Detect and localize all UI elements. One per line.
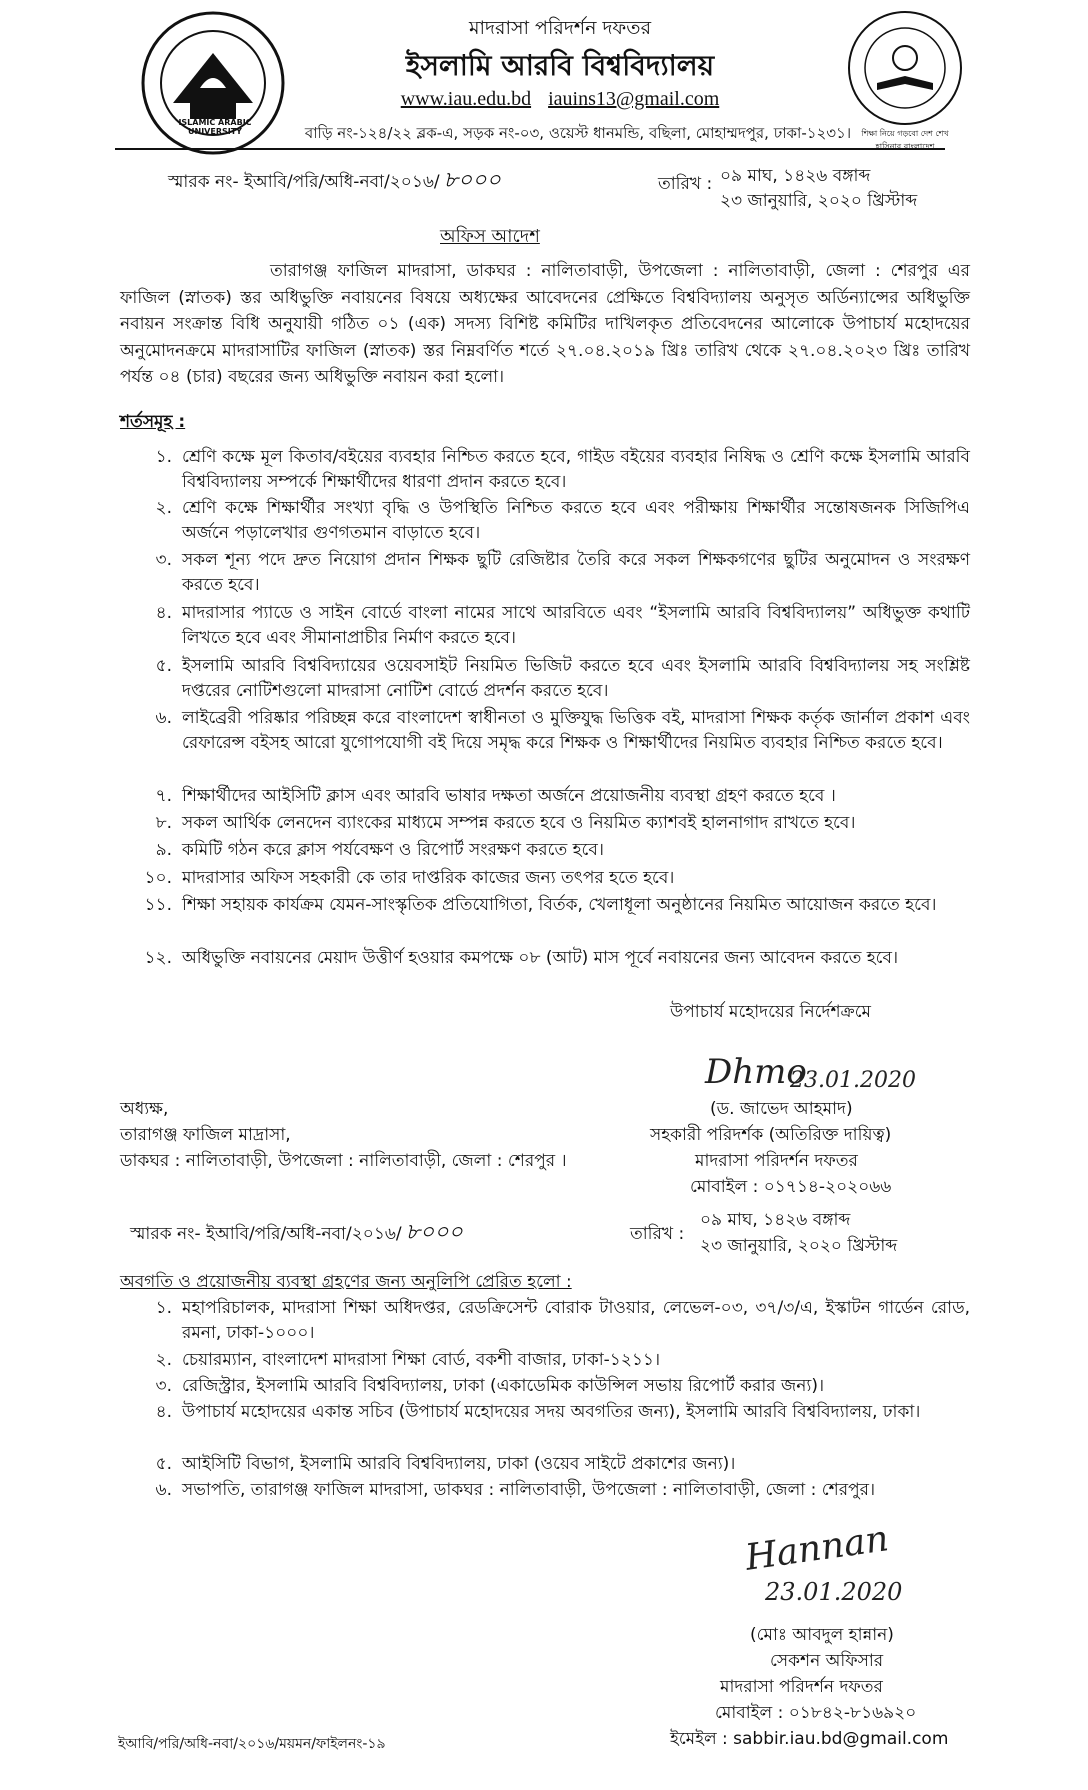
condition-num: ২. (155, 498, 172, 518)
condition-item (120, 946, 970, 971)
condition-item (120, 838, 970, 863)
footer-file-number: ইআবি/পরি/অধি-নবা/২০১৬/ময়মন/ফাইলনং-১৯ (118, 1736, 386, 1752)
condition-num: ৫. (155, 656, 172, 676)
memo-ref-number: ৮০০০ (443, 168, 501, 193)
copy-text: সভাপতি, তারাগঞ্জ ফাজিল মাদরাসা, ডাকঘর : নালিতাবাড়ী, উপজেলা : নালিতাবাড়ী, জেলা : শেরপুর। (182, 1480, 876, 1500)
copy-num: ৪. (155, 1402, 172, 1422)
condition-num: ৩. (155, 550, 172, 570)
signature-2-date: 23.01.2020 (765, 1578, 903, 1606)
condition-item (120, 548, 970, 598)
copy-num: ৫. (155, 1454, 172, 1474)
condition-item (120, 811, 970, 836)
copy-num: ৩. (155, 1376, 172, 1396)
condition-text: শিক্ষার্থীদের আইসিটি ক্লাস এবং আরবি ভাষার দক্ষতা অর্জনে প্রয়োজনীয় ব্যবস্থা গ্রহণ করতে হবে । (182, 786, 836, 806)
website-link[interactable]: www.iau.edu.bd (400, 88, 532, 110)
memo-date-english-copy: ২৩ জানুয়ারি, ২০২০ খ্রিস্টাব্দ (700, 1236, 898, 1256)
condition-item (120, 601, 970, 651)
signer2-email: ইমেইল : sabbir.iau.bd@gmail.com (670, 1729, 949, 1749)
memo-ref (168, 168, 501, 195)
signer1-name: (ড. জাভেদ আহমাদ) (710, 1099, 853, 1119)
copy-item (120, 1400, 970, 1425)
condition-item (120, 893, 970, 918)
condition-text: সকল আর্থিক লেনদেন ব্যাংকের মাধ্যমে সম্পন্ন করতে হবে ও নিয়মিত ক্যাশবই হালনাগাদ রাখতে হবে। (182, 813, 856, 833)
signer2-office: মাদরাসা পরিদর্শন দফতর (720, 1677, 883, 1697)
condition-num: ৮. (155, 813, 172, 833)
condition-num: ১. (155, 447, 172, 467)
condition-text: ইসলামি আরবি বিশ্ববিদ্যায়ের ওয়েবসাইট নিয়মিত ভিজিট করতে হবে এবং ইসলামি আরবি বিশ্ববিদ্যালয় সহ সংশ্লিষ্ট দপ্তরের নোটিশগুলো মাদরাসা নোটিশ বোর্ডে প্রদর্শন করতে হবে। (182, 656, 970, 701)
signer1-mobile: মোবাইল : ০১৭১৪-২০২০৬৬ (690, 1177, 892, 1197)
condition-text: অধিভুক্তি নবায়নের মেয়াদ উত্তীর্ণ হওয়ার কমপক্ষে ০৮ (আট) মাস পূর্বে নবায়নের জন্য আবেদন করতে হবে। (182, 948, 899, 968)
copy-text: আইসিটি বিভাগ, ইসলামি আরবি বিশ্ববিদ্যালয়, ঢাকা (ওয়েব সাইটে প্রকাশের জন্য)। (182, 1454, 736, 1474)
condition-num: ৬. (155, 708, 172, 728)
recipient-line3: ডাকঘর : নালিতাবাড়ী, উপজেলা : নালিতাবাড়ী, জেলা : শেরপুর । (120, 1151, 567, 1171)
copy-text: মহাপরিচালক, মাদরাসা শিক্ষা অধিদপ্তর, রেডক্রিসেন্ট বোরাক টাওয়ার, লেভেল-০৩, ৩৭/৩/এ, ইস্কাটন গার্ডেন রোড, রমনা, ঢাকা-১০০০। (182, 1298, 970, 1343)
memo-date-bangla: ০৯ মাঘ, ১৪২৬ বঙ্গাব্দ (720, 166, 871, 186)
header-contact (300, 88, 820, 111)
copy-text: চেয়ারম্যান, বাংলাদেশ মাদরাসা শিক্ষা বোর্ড, বকশী বাজার, ঢাকা-১২১১। (182, 1350, 661, 1370)
condition-item (120, 866, 970, 891)
directive-text: উপাচার্য মহোদয়ের নির্দেশক্রমে (670, 1002, 871, 1022)
condition-item (120, 496, 970, 546)
left-logo-text: ISLAMIC ARABIC UNIVERSITY (178, 118, 252, 136)
header-address: বাড়ি নং-১২৪/২২ ব্লক-এ, সড়ক নং-০৩, ওয়েস্ট ধানমন্ডি, বছিলা, মোহাম্মদপুর, ঢাকা-১২৩১। (304, 124, 852, 142)
condition-text: শ্রেণি কক্ষে মূল কিতাব/বইয়ের ব্যবহার নিশ্চিত করতে হবে, গাইড বইয়ের ব্যবহার নিষিদ্ধ ও শ্রেণি কক্ষে ইসলামি আরবি বিশ্ববিদ্যালয় সম্পর্কে শিক্ষার্থীদের ধারণা প্রদান করতে হবে। (182, 447, 970, 492)
conditions-heading: শর্তসমূহ : (120, 412, 186, 432)
signer1-designation: সহকারী পরিদর্শক (অতিরিক্ত দায়িত্ব) (650, 1125, 892, 1145)
memo-ref-number-copy: ৮০০০ (405, 1220, 463, 1245)
condition-num: ৪. (155, 603, 172, 623)
condition-num: ৯. (155, 840, 172, 860)
right-logo-text: শিক্ষা নিয়ে গড়বো দেশ শেখ হাসিনার বাংলাদেশ (861, 129, 949, 151)
condition-num: ১১. (144, 895, 172, 915)
memo-ref-label: স্মারক নং- ইআবি/পরি/অধি-নবা/২০১৬/ (168, 172, 440, 192)
copy-text: উপাচার্য মহোদয়ের একান্ত সচিব (উপাচার্য মহোদয়ের সদয় অবগতির জন্য), ইসলামি আরবি বিশ্ববিদ্যালয়, ঢাকা। (182, 1402, 921, 1422)
header-university: ইসলামি আরবি বিশ্ববিদ্যালয় (405, 49, 715, 82)
copy-item (120, 1296, 970, 1346)
copy-num: ১. (155, 1298, 172, 1318)
condition-item (120, 445, 970, 495)
signature-1: Dhmo (705, 1052, 807, 1092)
copy-text: রেজিস্ট্রার, ইসলামি আরবি বিশ্ববিদ্যালয়, ঢাকা (একাডেমিক কাউন্সিল সভায় রিপোর্ট করার জন্য)। (182, 1376, 825, 1396)
copy-num: ২. (155, 1350, 172, 1370)
copy-num: ৬. (155, 1480, 172, 1500)
memo-ref-label-copy: স্মারক নং- ইআবি/পরি/অধি-নবা/২০১৬/ (130, 1224, 402, 1244)
condition-text: লাইব্রেরী পরিষ্কার পরিচ্ছন্ন করে বাংলাদেশ স্বাধীনতা ও মুক্তিযুদ্ধ ভিত্তিক বই, মাদরাসা শিক্ষক কর্তৃক জার্নাল প্রকাশ এবং রেফারেন্স বইসহ আরো যুগোপযোগী বই দিয়ে সমৃদ্ধ করে শিক্ষক ও শিক্ষার্থীদের নিয়মিত ব্যবহার নিশ্চিত করতে হবে। (182, 708, 970, 753)
signature-1-date: 23.01.2020 (790, 1068, 916, 1093)
recipient-line2: তারাগঞ্জ ফাজিল মাদ্রাসা, (120, 1125, 291, 1145)
condition-text: মাদরাসার অফিস সহকারী কে তার দাপ্তরিক কাজের জন্য তৎপর হতে হবে। (182, 868, 675, 888)
memo-date-english: ২৩ জানুয়ারি, ২০২০ খ্রিস্টাব্দ (720, 191, 918, 211)
body-paragraph: তারাগঞ্জ ফাজিল মাদরাসা, ডাকঘর : নালিতাবাড়ী, উপজেলা : নালিতাবাড়ী, জেলা : শেরপুর এর ফাজিল (স্নাতক) স্তর অধিভুক্তি নবায়নের বিষয়ে অধ্যক্ষের আবেদনের প্রেক্ষিতে বিশ্ববিদ্যালয় অনুসৃত অর্ডিন্যান্সের অধিভুক্তি নবায়ন সংক্রান্ত বিধি অনুযায়ী গঠিত ০১ (এক) সদস্য বিশিষ্ট কমিটির দাখিলকৃত প্রতিবেদনের আলোকে উপাচার্য মহোদয়ের অনুমোদনক্রমে মাদরাসাটির ফাজিল (স্নাতক) স্তর নিম্নবর্ণিত শর্তে ২৭.০৪.২০১৯ খ্রিঃ তারিখ থেকে ২৭.০৪.২০২৩ খ্রিঃ তারিখ পর্যন্ত ০৪ (চার) বছরের জন্য অধিভুক্তি নবায়ন করা হলো। (120, 261, 970, 387)
condition-text: শিক্ষা সহায়ক কার্যক্রম যেমন-সাংস্কৃতিক প্রতিযোগিতা, বির্তক, খেলাধূলা অনুষ্ঠানের নিয়মিত আয়োজন করতে হবে। (182, 895, 937, 915)
condition-item (120, 784, 970, 809)
signature-2: Hannan (742, 1518, 892, 1579)
signer2-designation: সেকশন অফিসার (770, 1651, 884, 1671)
memo-date-label: তারিখ : (658, 174, 713, 194)
condition-item (120, 706, 970, 756)
signer2-mobile: মোবাইল : ০১৮৪২-৮১৬৯২০ (715, 1703, 917, 1723)
condition-num: ১২. (144, 948, 172, 968)
condition-text: মাদরাসার প্যাডে ও সাইন বোর্ডে বাংলা নামের সাথে আরবিতে এবং “ইসলামি আরবি বিশ্ববিদ্যালয়” অধিভুক্ত কথাটি লিখতে হবে এবং সীমানাপ্রাচীর নির্মাণ করতে হবে। (182, 603, 970, 648)
condition-num: ৭. (155, 786, 172, 806)
copy-item (120, 1452, 970, 1477)
header-office: মাদরাসা পরিদর্শন দফতর (468, 17, 652, 39)
memo-ref-copy (130, 1220, 463, 1247)
page-title: অফিস আদেশ (440, 226, 540, 247)
copy-item (120, 1478, 970, 1503)
condition-text: কমিটি গঠন করে ক্লাস পর্যবেক্ষণ ও রিপোর্ট সংরক্ষণ করতে হবে। (182, 840, 604, 860)
copy-heading: অবগতি ও প্রয়োজনীয় ব্যবস্থা গ্রহণের জন্য অনুলিপি প্রেরিত হলো : (120, 1272, 572, 1292)
copy-item (120, 1348, 970, 1373)
signer1-office: মাদরাসা পরিদর্শন দফতর (695, 1151, 858, 1171)
header-divider (115, 148, 945, 150)
recipient-line1: অধ্যক্ষ, (120, 1099, 169, 1119)
right-logo (845, 8, 965, 128)
email-link[interactable]: iauins13@gmail.com (548, 88, 720, 110)
condition-text: শ্রেণি কক্ষে শিক্ষার্থীর সংখ্যা বৃদ্ধি ও উপস্থিতি নিশ্চিত করতে হবে এবং পরীক্ষায় শিক্ষার্থীর সন্তোষজনক সিজিপিএ অর্জনে পড়ালেখার গুণগতমান বাড়াতে হবে। (182, 498, 970, 543)
condition-item (120, 654, 970, 704)
copy-item (120, 1374, 970, 1399)
memo-date-bangla-copy: ০৯ মাঘ, ১৪২৬ বঙ্গাব্দ (700, 1210, 851, 1230)
condition-num: ১০. (144, 868, 172, 888)
memo-date-label-copy: তারিখ : (630, 1224, 685, 1244)
condition-text: সকল শূন্য পদে দ্রুত নিয়োগ প্রদান শিক্ষক ছুটি রেজিষ্টার তৈরি করে সকল শিক্ষকগণের ছুটির অনুমোদন ও সংরক্ষণ করতে হবে। (182, 550, 970, 595)
signer2-name: (মোঃ আবদুল হান্নান) (750, 1625, 894, 1645)
